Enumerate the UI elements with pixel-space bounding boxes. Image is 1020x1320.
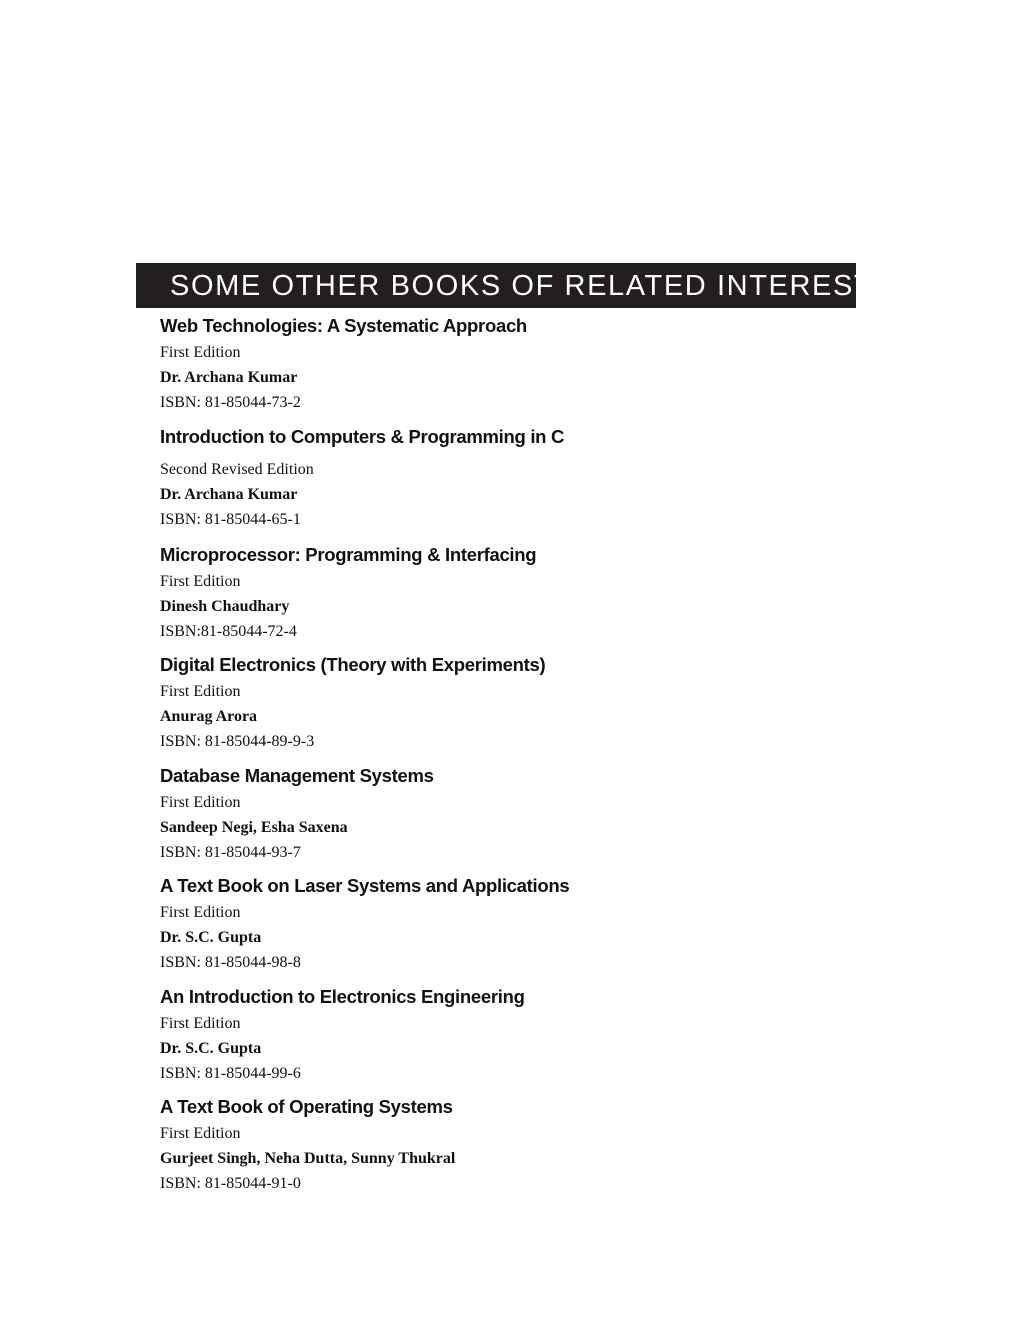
- book-author: Dr. Archana Kumar: [160, 485, 298, 503]
- book-edition: First Edition: [160, 1125, 241, 1142]
- book-author: Anurag Arora: [160, 708, 258, 725]
- book-entry: [160, 424, 860, 542]
- book-entry: [160, 542, 860, 653]
- book-entry: [160, 652, 860, 763]
- book-isbn: ISBN: 81-85044-99-6: [160, 1064, 301, 1082]
- book-isbn: ISBN: 81-85044-73-2: [160, 394, 301, 411]
- book-isbn: ISBN: 81-85044-89-9-3: [160, 733, 315, 750]
- book-edition: First Edition: [160, 793, 241, 811]
- book-edition: First Edition: [160, 572, 241, 590]
- section-heading: SOME OTHER BOOKS OF RELATED INTEREST: [170, 270, 874, 302]
- book-isbn: ISBN:81-85044-72-4: [160, 622, 297, 640]
- book-edition: First Edition: [160, 344, 241, 361]
- book-isbn: ISBN: 81-85044-98-8: [160, 954, 301, 971]
- book-author: Sandeep Negi, Esha Saxena: [160, 818, 348, 836]
- book-entry: [160, 873, 860, 984]
- book-title: Digital Electronics (Theory with Experiments): [160, 654, 546, 675]
- book-title: Introduction to Computers & Programming in C: [160, 425, 565, 447]
- book-title: Database Management Systems: [160, 764, 434, 786]
- book-entry: [160, 313, 860, 424]
- section-heading-banner: [136, 263, 874, 308]
- book-author: Dr. Archana Kumar: [160, 369, 298, 386]
- book-edition: First Edition: [160, 683, 241, 700]
- book-list: [160, 313, 860, 1205]
- book-entry: [160, 763, 860, 874]
- book-entry: [160, 1094, 860, 1205]
- book-isbn: ISBN: 81-85044-93-7: [160, 843, 301, 861]
- book-author: Dinesh Chaudhary: [160, 597, 290, 615]
- book-author: Dr. S.C. Gupta: [160, 929, 262, 946]
- book-isbn: ISBN: 81-85044-65-1: [160, 510, 301, 528]
- book-author: Dr. S.C. Gupta: [160, 1039, 262, 1057]
- book-isbn: ISBN: 81-85044-91-0: [160, 1175, 301, 1192]
- book-author: Gurjeet Singh, Neha Dutta, Sunny Thukral: [160, 1150, 456, 1167]
- book-title: A Text Book of Operating Systems: [160, 1096, 453, 1117]
- book-edition: First Edition: [160, 1014, 241, 1032]
- book-entry: [160, 984, 860, 1095]
- book-title: An Introduction to Electronics Engineering: [160, 985, 525, 1007]
- book-edition: First Edition: [160, 904, 241, 921]
- book-edition: Second Revised Edition: [160, 460, 314, 478]
- book-title: Microprocessor: Programming & Interfacing: [160, 543, 537, 565]
- book-title: A Text Book on Laser Systems and Applications: [160, 875, 570, 896]
- book-title: Web Technologies: A Systematic Approach: [160, 315, 527, 336]
